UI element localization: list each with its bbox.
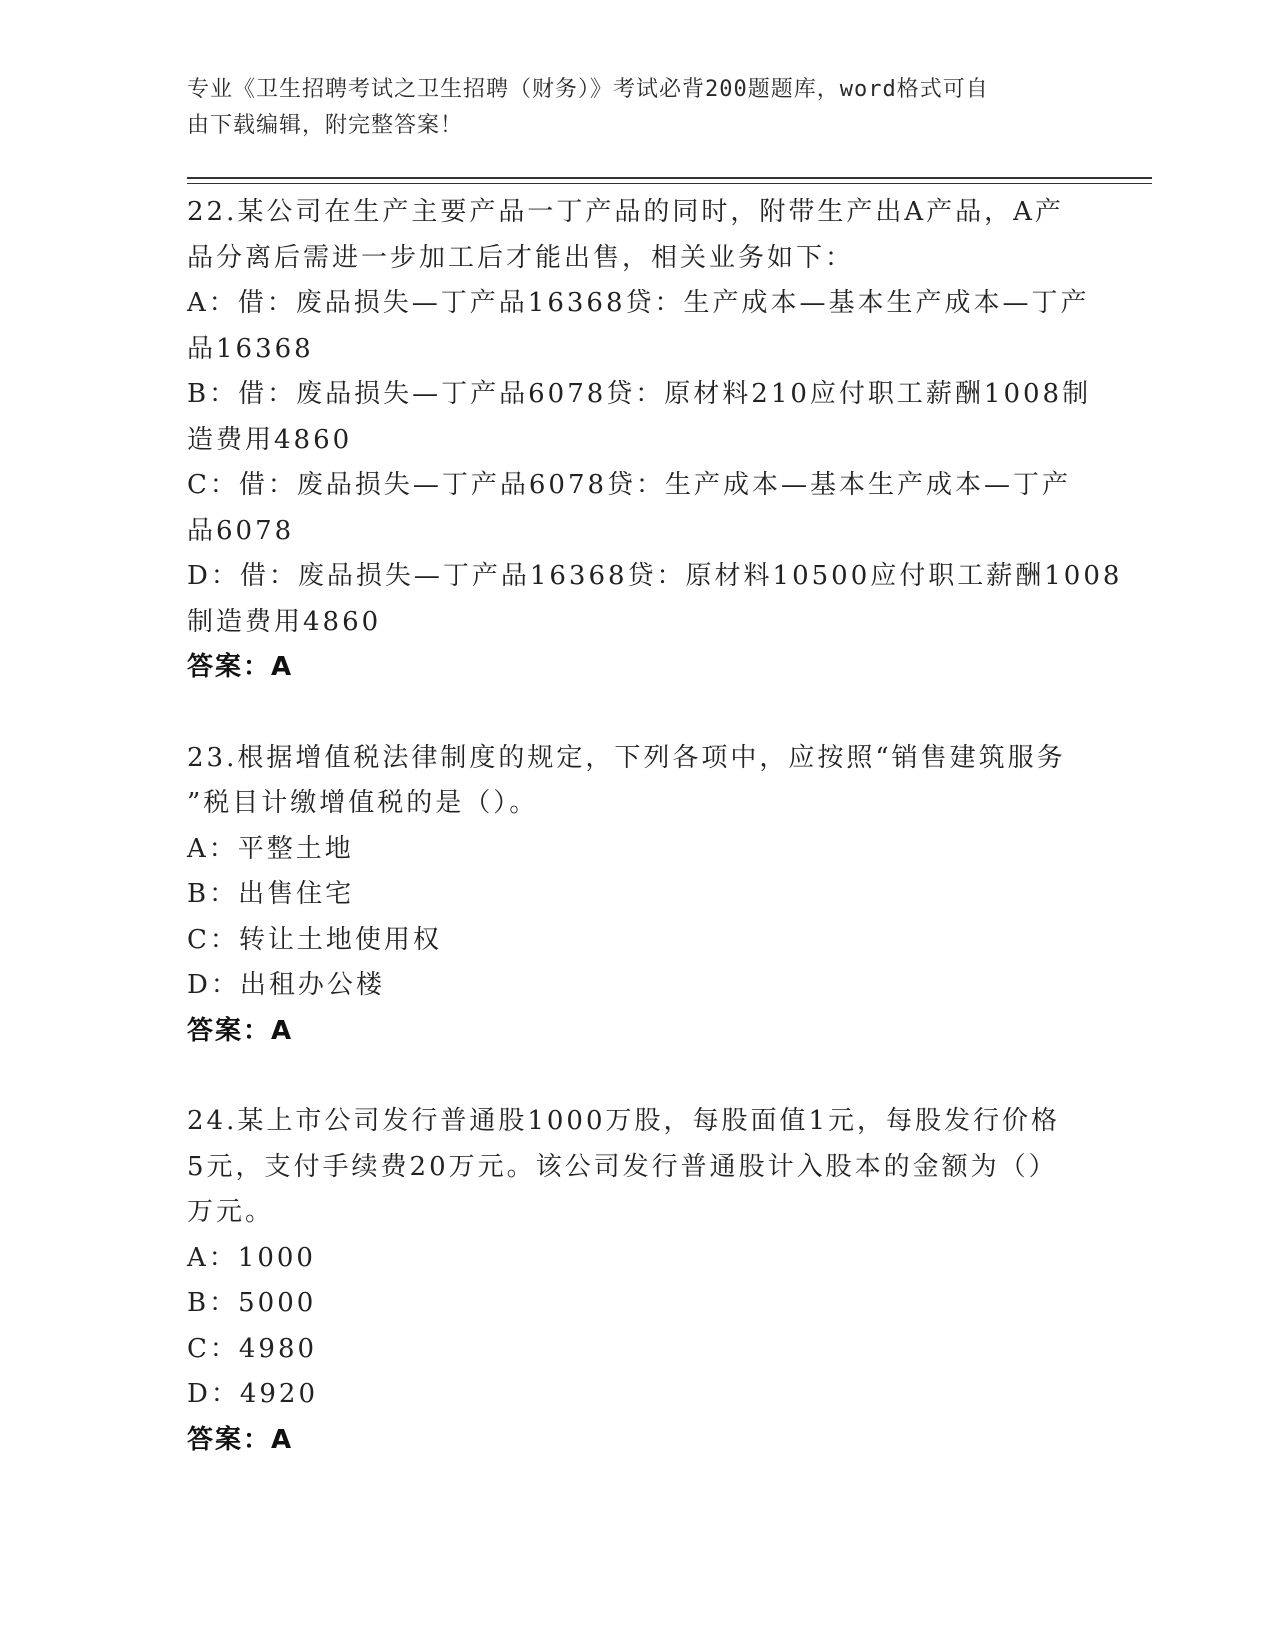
question-stem: 品分离后需进一步加工后才能出售，相关业务如下： [187, 242, 855, 273]
question-stem: ”税目计缴增值税的是（）。 [187, 788, 539, 818]
question-block [187, 190, 1123, 691]
spacer [187, 1054, 1082, 1099]
header-line: 由下载编辑，附完整答案！ [187, 113, 464, 138]
option-d: D：出租办公楼 [187, 970, 385, 1000]
header-line: 专业《卫生招聘考试之卫生招聘（财务）》考试必背200题题库，word格式可自 [187, 77, 989, 102]
answer-label: 答案：A [187, 1424, 294, 1455]
option-a: A：平整土地 [187, 833, 354, 864]
option-c: C：转让土地使用权 [187, 924, 442, 955]
option-b: B：借：废品损失—丁产品6078贷：原材料210应付职工薪酬1008制 [187, 379, 1092, 409]
question-list [187, 190, 1123, 1463]
header-divider [187, 177, 1152, 179]
header-divider-thin [187, 183, 1152, 184]
answer-label: 答案：A [187, 1015, 294, 1046]
option-b: B：5000 [187, 1288, 317, 1318]
option-a: A：1000 [187, 1242, 316, 1273]
option-a-cont: 品16368 [187, 333, 314, 364]
document-header [187, 72, 1067, 144]
option-c: C：借：废品损失—丁产品6078贷：生产成本—基本生产成本—丁产 [187, 470, 1072, 500]
option-c-cont: 品6078 [187, 515, 295, 546]
question-stem: 5元，支付手续费20万元。该公司发行普通股计入股本的金额为（） [187, 1151, 1058, 1182]
option-b: B：出售住宅 [187, 879, 355, 909]
option-a: A：借：废品损失—丁产品16368贷：生产成本—基本生产成本—丁产 [187, 288, 1090, 318]
question-block [187, 736, 1082, 1055]
question-stem: 万元。 [187, 1197, 275, 1227]
question-block [187, 1099, 1082, 1463]
option-d-cont: 制造费用4860 [187, 606, 382, 637]
question-stem: 22.某公司在生产主要产品一丁产品的同时，附带生产出A产品，A产 [187, 197, 1064, 227]
option-d: D：4920 [187, 1379, 319, 1409]
question-stem: 24.某上市公司发行普通股1000万股，每股面值1元，每股发行价格 [187, 1106, 1061, 1136]
spacer [187, 691, 1082, 736]
option-b-cont: 造费用4860 [187, 424, 353, 455]
question-stem: 23.根据增值税法律制度的规定，下列各项中，应按照“销售建筑服务 [187, 742, 1066, 773]
option-d: D：借：废品损失—丁产品16368贷：原材料10500应付职工薪酬1008 [187, 561, 1123, 591]
answer-label: 答案：A [187, 652, 294, 682]
option-c: C：4980 [187, 1333, 318, 1364]
